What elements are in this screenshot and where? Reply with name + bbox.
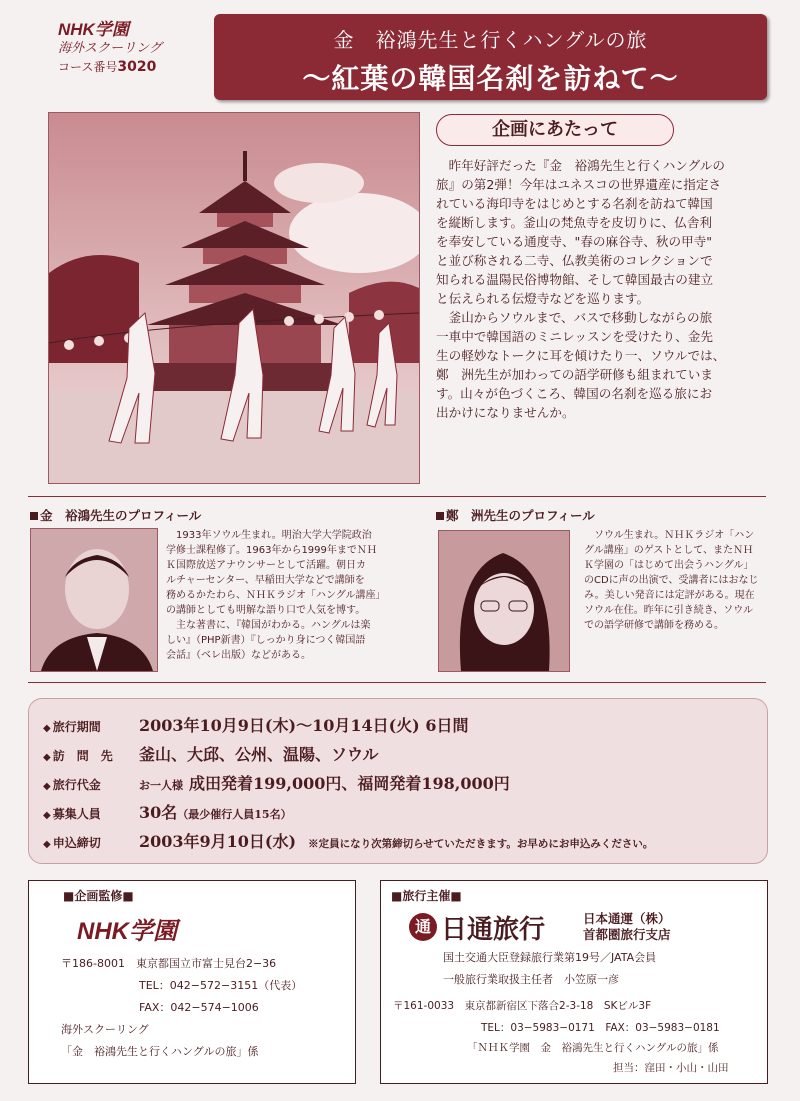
intro-line: す。山々が色づくころ、韓国の名刹を巡る旅にお xyxy=(436,386,713,401)
intro-line: 旅』の第2弾！今年はユネスコの世界遺産に指定さ xyxy=(436,177,722,192)
brand-block xyxy=(58,20,208,76)
intro-line: と伝えられる伝燈寺などを巡ります。 xyxy=(436,291,650,306)
supervision-dept: 海外スクーリング xyxy=(61,1023,149,1036)
profile-jeong-line: み。美しい発音には定評がある。現在 xyxy=(584,590,755,601)
profile-kim-line: 務めるかたわら、ＮＨＫラジオ「ハングル講座」 xyxy=(166,590,386,601)
profile-jeong-line: のCDに声の出演で、受講者にはおなじ xyxy=(584,575,759,586)
intro-line: 一車中で韓国語のミニレッスンを受けたり、金先 xyxy=(436,329,713,344)
profile-kim-line: の講師としても明解な語り口で人気を博す。 xyxy=(166,605,366,616)
organizer-box xyxy=(380,880,768,1084)
nhk-gakuen-logo-large: NHK学園 xyxy=(77,918,177,945)
profile-jeong-line: ソウル生まれ。ＮＨＫラジオ「ハン xyxy=(594,530,755,541)
tour-title: 金 裕鴻先生と行くハングルの旅 xyxy=(333,28,648,52)
jeong-portrait xyxy=(438,530,570,672)
profile-kim-line: 会話』（ベレ出版）などがある。 xyxy=(166,650,311,661)
organizer-title: ■旅行主催■ xyxy=(391,889,462,903)
supervision-title: ■企画監修■ xyxy=(63,889,134,903)
divider-middle xyxy=(28,682,766,683)
kim-portrait-image xyxy=(31,529,157,671)
profile-jeong-line: での語学研修で講師を務める。 xyxy=(584,620,724,631)
supervision-postal: 〒186-8001 xyxy=(61,957,125,970)
nittsu-logo-mark-icon: 通 xyxy=(409,913,437,941)
intro-heading: 企画にあたって xyxy=(436,114,674,146)
diamond-icon: ◆ xyxy=(43,839,51,850)
course-number-value: 3020 xyxy=(117,59,157,75)
profile-kim-line: Ｋ国際放送アナウンサーとして活躍。朝日カ xyxy=(166,560,366,571)
profile-kim-title xyxy=(30,506,201,524)
divider-top xyxy=(28,496,766,497)
intro-line: れている海印寺をはじめとする名刹を訪ねて韓国 xyxy=(436,196,713,211)
deadline-row xyxy=(43,829,653,852)
diamond-icon: ◆ xyxy=(43,752,51,763)
profile-jeong-title xyxy=(436,506,595,524)
intro-text xyxy=(436,156,760,422)
period-label-text: 旅行期間 xyxy=(52,720,101,734)
price-label xyxy=(43,776,139,793)
deadline-label xyxy=(43,834,139,851)
nhk-gakuen-logo: NHK学園 xyxy=(58,20,129,39)
deadline-value: 2003年9月10日(水) xyxy=(139,832,297,851)
organizer-postal: 〒161-0033 xyxy=(393,1000,455,1012)
bullet-square-icon xyxy=(436,512,444,520)
profile-jeong-line: Ｋ学園の「はじめて出会うハングル」 xyxy=(584,560,754,571)
supervision-course: 「金 裕鴻先生と行くハングルの旅」係 xyxy=(61,1045,259,1058)
supervision-box xyxy=(28,880,356,1084)
price-prefix: お一人様 xyxy=(139,779,183,792)
diamond-icon: ◆ xyxy=(43,781,51,792)
supervision-address-text: 東京都国立市富士見台2−36 xyxy=(135,957,277,970)
temple-festival-photo xyxy=(48,112,420,484)
title-banner xyxy=(214,14,767,100)
intro-line: 出かけになりませんか。 xyxy=(436,405,575,420)
capacity-label-text: 募集人員 xyxy=(52,807,101,821)
price-value: 成田発着199,000円、福岡発着198,000円 xyxy=(189,774,510,793)
deadline-label-text: 申込締切 xyxy=(52,836,101,850)
deadline-note: ※定員になり次第締切らせていただきます。お早めにお申込みください。 xyxy=(308,838,654,850)
profile-jeong-line: グル講座」のゲストとして、またＮＨ xyxy=(584,545,754,556)
visit-label-text: 訪 問 先 xyxy=(52,749,113,763)
organizer-address xyxy=(393,999,651,1013)
profile-kim-line: ルチャーセンター、早稲田大学などで講師を xyxy=(166,575,365,586)
profile-kim-text xyxy=(166,528,428,663)
intro-line: と並び称される二寺、仏教美術のコレクションで xyxy=(436,253,713,268)
organizer-address-text: 東京都新宿区下落合2-3-18 SKビル3F xyxy=(464,1000,652,1012)
intro-line: 知られる温陽民俗博物館、そして韓国最古の建立 xyxy=(436,272,714,287)
visit-label xyxy=(43,747,139,764)
course-number xyxy=(58,58,208,76)
supervision-fax: FAX：042−574−1006 xyxy=(139,1001,259,1014)
visit-value: 釜山、大邱、公州、温陽、ソウル xyxy=(139,745,379,764)
profile-jeong-text xyxy=(584,528,774,633)
capacity-row xyxy=(43,800,292,823)
intro-line: を縦断します。釜山の梵魚寺を皮切りに、仏舎利 xyxy=(436,215,713,230)
intro-line: を奉安している通度寺、"春の麻谷寺、秋の甲寺" xyxy=(436,234,713,249)
visit-row xyxy=(43,742,379,765)
organizer-manager: 一般旅行業取扱主任者 小笠原一彦 xyxy=(443,973,619,986)
kim-portrait xyxy=(30,528,158,672)
intro-line: 生の軽妙なトークに耳を傾けたり一、ソウルでは、 xyxy=(436,348,726,363)
profile-kim-line: 1933年ソウル生まれ。明治大学大学院政治 xyxy=(176,530,372,541)
intro-line: 釜山からソウルまで、バスで移動しながらの旅 xyxy=(448,310,713,325)
capacity-value: 30名 xyxy=(139,803,178,822)
profile-kim-line: 学修士課程修了。1963年から1999年までＮＨ xyxy=(166,545,377,556)
capacity-note: （最少催行人員15名） xyxy=(177,808,292,821)
organizer-tel: TEL：03−5983−0171 xyxy=(481,1022,595,1034)
organizer-company xyxy=(583,911,671,943)
program-name: 海外スクーリング xyxy=(58,41,162,56)
course-label: コース番号 xyxy=(58,60,118,74)
organizer-fax: FAX：03−5983−0181 xyxy=(605,1022,720,1034)
organizer-phone xyxy=(481,1021,720,1035)
period-row xyxy=(43,713,468,736)
organizer-contact: 担当：窪田・小山・山田 xyxy=(613,1062,729,1074)
jeong-portrait-image xyxy=(439,531,569,671)
supervision-address xyxy=(61,957,276,971)
intro-line: 昨年好評だった『金 裕鴻先生と行くハングルの xyxy=(448,158,726,173)
tour-info-box xyxy=(28,698,768,864)
profile-kim-line: 主な著書に、『韓国がわかる。ハングルは楽 xyxy=(176,620,371,631)
capacity-label xyxy=(43,805,139,822)
diamond-icon: ◆ xyxy=(43,810,51,821)
profile-jeong-title-text: 鄭 洲先生のプロフィール xyxy=(446,508,595,523)
organizer-branch: 首都圏旅行支店 xyxy=(583,927,671,942)
price-label-text: 旅行代金 xyxy=(52,778,101,792)
pagoda-procession-image xyxy=(49,113,419,483)
diamond-icon: ◆ xyxy=(43,723,51,734)
period-value: 2003年10月9日(木)〜10月14日(火) 6日間 xyxy=(139,716,469,735)
profile-kim-title-text: 金 裕鴻先生のプロフィール xyxy=(40,508,202,523)
bullet-square-icon xyxy=(30,512,38,520)
price-row xyxy=(43,771,510,794)
profile-kim-line: しい』（PHP新書）『しっかり身につく韓国語 xyxy=(166,635,366,646)
tour-subtitle: 〜紅葉の韓国名刹を訪ねて〜 xyxy=(302,62,679,95)
organizer-course: 「ＮＨＫ学園 金 裕鴻先生と行くハングルの旅」係 xyxy=(467,1042,719,1054)
profile-jeong-line: ソウル在住。昨年に引き続き、ソウル xyxy=(584,605,753,616)
intro-line: 鄭 洲先生が加わっての語学研修も組まれていま xyxy=(436,367,713,382)
organizer-registration: 国土交通大臣登録旅行業第19号／JATA会員 xyxy=(443,951,657,964)
organizer-company-name: 日本通運（株） xyxy=(583,911,671,926)
period-label xyxy=(43,718,139,735)
supervision-tel: TEL：042−572−3151（代表） xyxy=(139,979,303,992)
nittsu-logo-text: 日通旅行 xyxy=(441,915,546,945)
